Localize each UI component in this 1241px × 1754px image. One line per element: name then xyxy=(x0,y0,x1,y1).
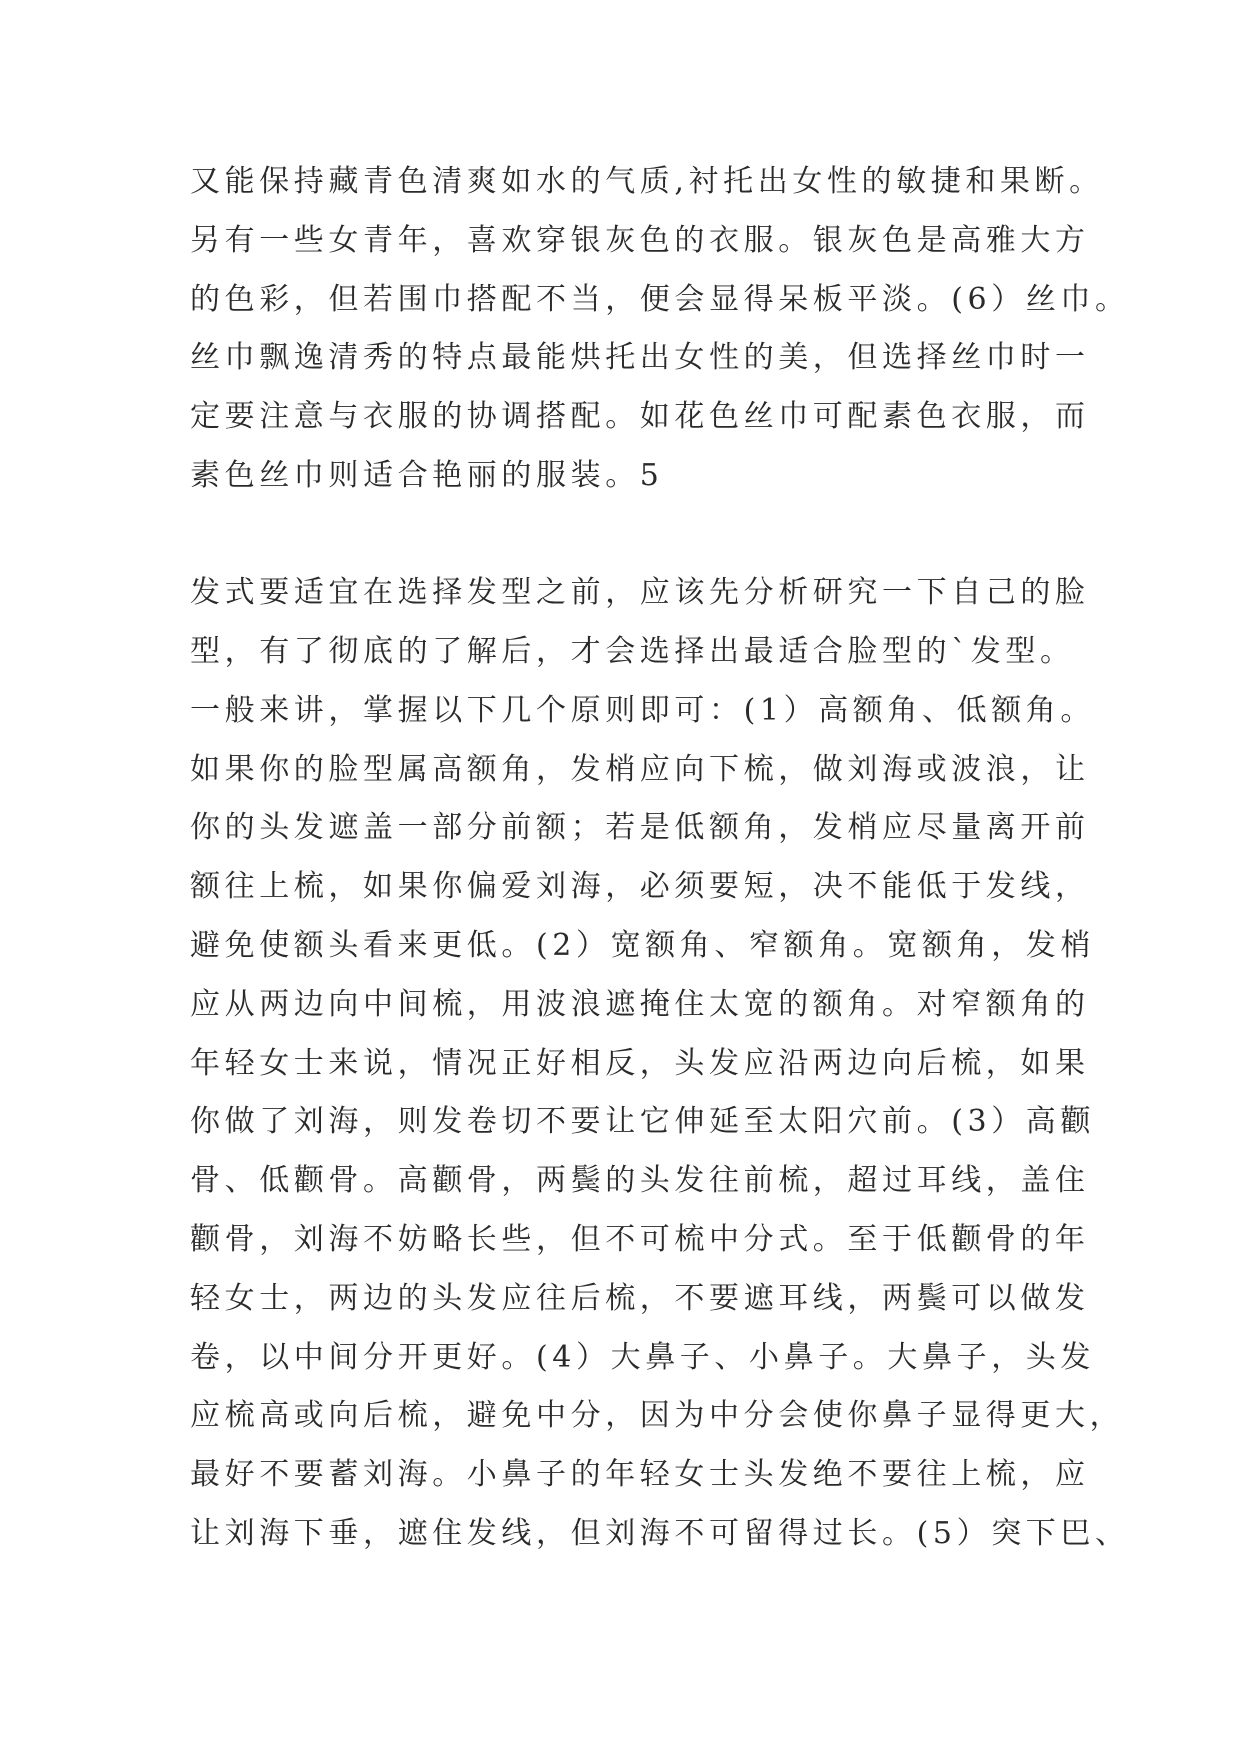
text-line: 你做了刘海，则发卷切不要让它伸延至太阳穴前。(3）高颧 xyxy=(190,1104,1095,1139)
text-line: 另有一些女青年，喜欢穿银灰色的衣服。银灰色是高雅大方 xyxy=(190,223,1090,258)
text-line: 颧骨，刘海不妨略长些，但不可梳中分式。至于低颧骨的年 xyxy=(190,1222,1090,1257)
text-line: 如果你的脸型属高额角，发梢应向下梳，做刘海或波浪，让 xyxy=(190,752,1090,787)
text-line: 一般来讲，掌握以下几个原则即可：(1）高额角、低额角。 xyxy=(190,693,1095,728)
text-line: 丝巾飘逸清秀的特点最能烘托出女性的美，但选择丝巾时一 xyxy=(190,340,1090,375)
text-line: 素色丝巾则适合艳丽的服装。5 xyxy=(190,458,664,493)
text-line: 年轻女士来说，情况正好相反，头发应沿两边向后梳，如果 xyxy=(190,1046,1090,1081)
text-line: 避免使额头看来更低。(2）宽额角、窄额角。宽额角，发梢 xyxy=(190,928,1095,963)
text-line: 额往上梳，如果你偏爱刘海，必须要短，决不能低于发线， xyxy=(190,869,1090,904)
text-line: 发式要适宜在选择发型之前，应该先分析研究一下自己的脸 xyxy=(190,575,1090,610)
text-line: 你的头发遮盖一部分前额；若是低额角，发梢应尽量离开前 xyxy=(190,810,1090,845)
text-line: 让刘海下垂，遮住发线，但刘海不可留得过长。(5）突下巴、 xyxy=(190,1516,1130,1551)
text-line: 应从两边向中间梳，用波浪遮掩住太宽的额角。对窄额角的 xyxy=(190,987,1090,1022)
text-line: 骨、低颧骨。高颧骨，两鬓的头发往前梳，超过耳线，盖住 xyxy=(190,1163,1090,1198)
text-line: 最好不要蓄刘海。小鼻子的年轻女士头发绝不要往上梳，应 xyxy=(190,1457,1090,1492)
text-line: 卷，以中间分开更好。(4）大鼻子、小鼻子。大鼻子，头发 xyxy=(190,1340,1095,1375)
text-line: 又能保持藏青色清爽如水的气质,衬托出女性的敏捷和果断。 xyxy=(190,164,1104,199)
text-line: 轻女士，两边的头发应往后梳，不要遮耳线，两鬓可以做发 xyxy=(190,1281,1090,1316)
text-line: 型，有了彻底的了解后，才会选择出最适合脸型的`发型。 xyxy=(190,634,1075,669)
text-line: 的色彩，但若围巾搭配不当，便会显得呆板平淡。(6）丝巾。 xyxy=(190,282,1130,317)
text-line: 定要注意与衣服的协调搭配。如花色丝巾可配素色衣服，而 xyxy=(190,399,1090,434)
text-line: 应梳高或向后梳，避免中分，因为中分会使你鼻子显得更大， xyxy=(190,1398,1125,1433)
